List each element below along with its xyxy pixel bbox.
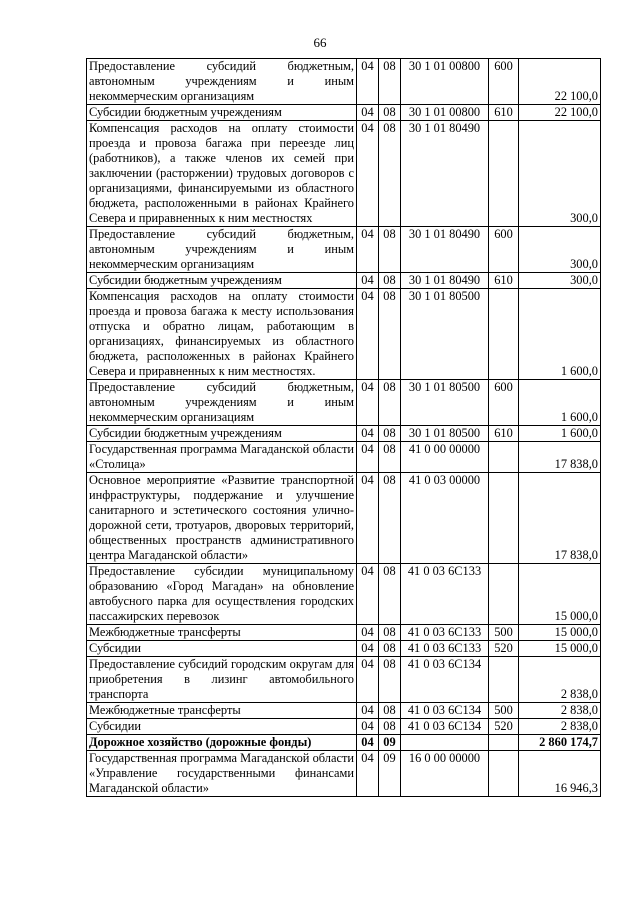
row-expense-type-cell xyxy=(489,735,519,751)
row-expense-type-cell: 520 xyxy=(489,719,519,735)
row-amount-cell: 17 838,0 xyxy=(519,473,601,564)
row-section-code-cell: 04 xyxy=(357,380,379,426)
table-row xyxy=(87,105,601,121)
row-subsection-code-cell: 08 xyxy=(379,719,401,735)
row-amount-cell: 22 100,0 xyxy=(519,105,601,121)
row-target-article-cell: 41 0 03 6С134 xyxy=(401,703,489,719)
table-row xyxy=(87,473,601,564)
table-row xyxy=(87,657,601,703)
table-row xyxy=(87,719,601,735)
row-target-article-cell: 30 1 01 00800 xyxy=(401,105,489,121)
row-subsection-code-cell: 08 xyxy=(379,426,401,442)
row-section-code-cell: 04 xyxy=(357,735,379,751)
row-section-code-cell: 04 xyxy=(357,105,379,121)
row-amount-cell: 15 000,0 xyxy=(519,641,601,657)
row-target-article-cell xyxy=(401,735,489,751)
row-target-article-cell: 41 0 03 6С133 xyxy=(401,641,489,657)
table-row xyxy=(87,751,601,797)
row-expense-type-cell: 610 xyxy=(489,426,519,442)
table-row xyxy=(87,641,601,657)
row-name-cell: Субсидии xyxy=(87,641,357,657)
row-expense-type-cell xyxy=(489,657,519,703)
row-name-cell: Предоставление субсидий городским округам для приобретения в лизинг автомобильного транспорта xyxy=(87,657,357,703)
row-expense-type-cell: 500 xyxy=(489,703,519,719)
row-expense-type-cell: 610 xyxy=(489,105,519,121)
row-amount-cell: 16 946,3 xyxy=(519,751,601,797)
row-name-cell: Субсидии бюджетным учреждениям xyxy=(87,426,357,442)
row-expense-type-cell: 600 xyxy=(489,227,519,273)
row-name-cell: Межбюджетные трансферты xyxy=(87,625,357,641)
row-section-code-cell: 04 xyxy=(357,564,379,625)
row-section-code-cell: 04 xyxy=(357,719,379,735)
table-row xyxy=(87,380,601,426)
row-expense-type-cell xyxy=(489,121,519,227)
row-target-article-cell: 30 1 01 80500 xyxy=(401,380,489,426)
row-amount-cell: 2 838,0 xyxy=(519,719,601,735)
row-target-article-cell: 41 0 00 00000 xyxy=(401,442,489,473)
row-section-code-cell: 04 xyxy=(357,426,379,442)
table-row xyxy=(87,59,601,105)
row-section-code-cell: 04 xyxy=(357,625,379,641)
table-row xyxy=(87,625,601,641)
row-expense-type-cell xyxy=(489,289,519,380)
row-subsection-code-cell: 08 xyxy=(379,442,401,473)
table-row xyxy=(87,227,601,273)
row-section-code-cell: 04 xyxy=(357,657,379,703)
table-row xyxy=(87,289,601,380)
row-name-cell: Предоставление субсидий бюджетным, автономным учреждениям и иным некоммерческим организациям xyxy=(87,380,357,426)
table-row xyxy=(87,703,601,719)
row-expense-type-cell: 600 xyxy=(489,380,519,426)
row-name-cell: Основное мероприятие «Развитие транспортной инфраструктуры, поддержание и улучшение санитарного и эстетического состояния улично-дорожной сети, тротуаров, дворовых территорий, общественных пространств административного центра Магаданской области» xyxy=(87,473,357,564)
row-target-article-cell: 30 1 01 80490 xyxy=(401,227,489,273)
row-amount-cell: 1 600,0 xyxy=(519,426,601,442)
row-name-cell: Компенсация расходов на оплату стоимости проезда и провоза багажа при переезде лиц (работников), а также членов их семей при заключении (расторжении) трудовых договоров с организациями, финансируемыми из областного бюджета, расположенными в районах Крайнего Севера и приравненных к ним местностях xyxy=(87,121,357,227)
row-section-code-cell: 04 xyxy=(357,473,379,564)
row-subsection-code-cell: 09 xyxy=(379,735,401,751)
row-amount-cell: 300,0 xyxy=(519,121,601,227)
row-amount-cell: 2 838,0 xyxy=(519,703,601,719)
row-name-cell: Компенсация расходов на оплату стоимости проезда и провоза багажа к месту использования отпуска и обратно лицам, работающим в организациях, финансируемых из областного бюджета, расположенных в районах Крайнего Севера и приравненных к ним местностях. xyxy=(87,289,357,380)
row-subsection-code-cell: 08 xyxy=(379,380,401,426)
row-subsection-code-cell: 08 xyxy=(379,641,401,657)
table-row xyxy=(87,273,601,289)
row-expense-type-cell xyxy=(489,564,519,625)
row-section-code-cell: 04 xyxy=(357,59,379,105)
row-amount-cell: 1 600,0 xyxy=(519,289,601,380)
row-section-code-cell: 04 xyxy=(357,227,379,273)
row-expense-type-cell xyxy=(489,442,519,473)
row-target-article-cell: 41 0 03 6С133 xyxy=(401,625,489,641)
row-subsection-code-cell: 08 xyxy=(379,289,401,380)
row-amount-cell: 2 838,0 xyxy=(519,657,601,703)
row-name-cell: Субсидии бюджетным учреждениям xyxy=(87,273,357,289)
row-subsection-code-cell: 08 xyxy=(379,703,401,719)
row-subsection-code-cell: 08 xyxy=(379,473,401,564)
table-row xyxy=(87,442,601,473)
table-row xyxy=(87,121,601,227)
row-target-article-cell: 41 0 03 00000 xyxy=(401,473,489,564)
row-subsection-code-cell: 08 xyxy=(379,657,401,703)
row-name-cell: Межбюджетные трансферты xyxy=(87,703,357,719)
row-subsection-code-cell: 08 xyxy=(379,105,401,121)
row-section-code-cell: 04 xyxy=(357,751,379,797)
row-target-article-cell: 41 0 03 6С133 xyxy=(401,564,489,625)
row-target-article-cell: 30 1 01 80500 xyxy=(401,426,489,442)
row-subsection-code-cell: 08 xyxy=(379,273,401,289)
row-name-cell: Дорожное хозяйство (дорожные фонды) xyxy=(87,735,357,751)
table-row xyxy=(87,735,601,751)
row-name-cell: Предоставление субсидии муниципальному образованию «Город Магадан» на обновление автобусного парка для осуществления городских пассажирских перевозок xyxy=(87,564,357,625)
row-amount-cell: 15 000,0 xyxy=(519,625,601,641)
row-section-code-cell: 04 xyxy=(357,703,379,719)
table-row xyxy=(87,564,601,625)
row-subsection-code-cell: 08 xyxy=(379,121,401,227)
row-expense-type-cell: 610 xyxy=(489,273,519,289)
row-subsection-code-cell: 08 xyxy=(379,59,401,105)
row-target-article-cell: 41 0 03 6С134 xyxy=(401,719,489,735)
table-row xyxy=(87,426,601,442)
row-section-code-cell: 04 xyxy=(357,289,379,380)
row-amount-cell: 2 860 174,7 xyxy=(519,735,601,751)
row-section-code-cell: 04 xyxy=(357,442,379,473)
row-name-cell: Предоставление субсидий бюджетным, автономным учреждениям и иным некоммерческим организациям xyxy=(87,227,357,273)
row-amount-cell: 15 000,0 xyxy=(519,564,601,625)
row-expense-type-cell: 600 xyxy=(489,59,519,105)
row-name-cell: Государственная программа Магаданской области «Управление государственными финансами Магаданской области» xyxy=(87,751,357,797)
row-amount-cell: 22 100,0 xyxy=(519,59,601,105)
row-amount-cell: 17 838,0 xyxy=(519,442,601,473)
row-subsection-code-cell: 08 xyxy=(379,564,401,625)
row-target-article-cell: 30 1 01 80490 xyxy=(401,121,489,227)
row-name-cell: Предоставление субсидий бюджетным, автономным учреждениям и иным некоммерческим организациям xyxy=(87,59,357,105)
row-amount-cell: 1 600,0 xyxy=(519,380,601,426)
row-name-cell: Субсидии бюджетным учреждениям xyxy=(87,105,357,121)
row-subsection-code-cell: 08 xyxy=(379,625,401,641)
row-subsection-code-cell: 09 xyxy=(379,751,401,797)
row-target-article-cell: 41 0 03 6С134 xyxy=(401,657,489,703)
row-target-article-cell: 30 1 01 00800 xyxy=(401,59,489,105)
row-amount-cell: 300,0 xyxy=(519,273,601,289)
budget-table xyxy=(86,58,601,797)
row-expense-type-cell xyxy=(489,751,519,797)
row-section-code-cell: 04 xyxy=(357,121,379,227)
row-target-article-cell: 30 1 01 80500 xyxy=(401,289,489,380)
row-expense-type-cell xyxy=(489,473,519,564)
row-expense-type-cell: 500 xyxy=(489,625,519,641)
row-amount-cell: 300,0 xyxy=(519,227,601,273)
row-target-article-cell: 30 1 01 80490 xyxy=(401,273,489,289)
row-expense-type-cell: 520 xyxy=(489,641,519,657)
page-number: 66 xyxy=(313,35,327,50)
budget-table-body xyxy=(87,59,601,797)
row-name-cell: Государственная программа Магаданской области «Столица» xyxy=(87,442,357,473)
row-target-article-cell: 16 0 00 00000 xyxy=(401,751,489,797)
row-section-code-cell: 04 xyxy=(357,273,379,289)
row-subsection-code-cell: 08 xyxy=(379,227,401,273)
row-section-code-cell: 04 xyxy=(357,641,379,657)
row-name-cell: Субсидии xyxy=(87,719,357,735)
